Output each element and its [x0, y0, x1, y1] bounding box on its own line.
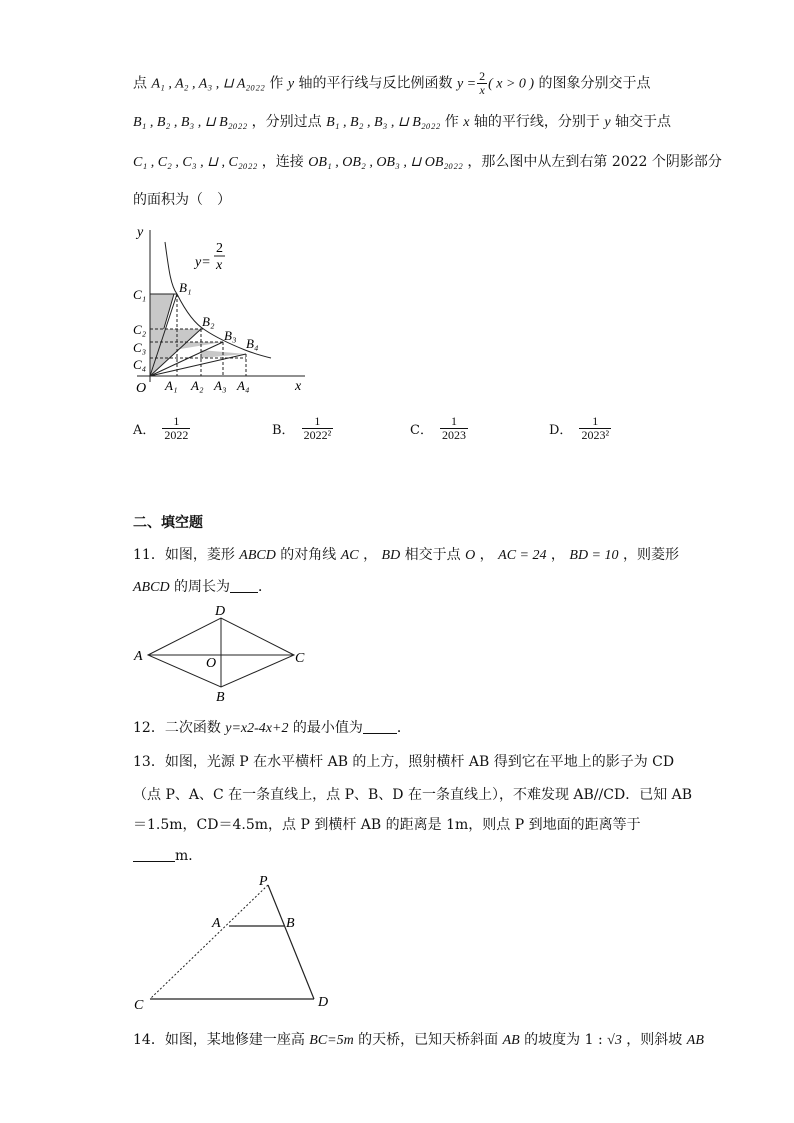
label-a2: A₂: [191, 378, 204, 393]
choice-a[interactable]: [133, 415, 191, 442]
choice-a-label: A．: [133, 423, 156, 438]
q14-ab: AB: [686, 1033, 704, 1048]
label-c1: C₁: [133, 287, 147, 302]
q10-text: 的图象分别交于点: [534, 75, 651, 92]
choice-a-num: 1: [162, 415, 190, 429]
label-a: A: [134, 649, 143, 664]
choice-b-num: 1: [302, 415, 334, 429]
q11-figure: [128, 600, 318, 705]
q12-line: [133, 718, 411, 739]
y-axis-label: y: [137, 225, 144, 240]
label-b3: B₃: [224, 328, 237, 343]
label-a: A: [212, 916, 221, 931]
choice-b-fraction: [302, 415, 334, 442]
q14-ab: AB: [502, 1033, 520, 1048]
choice-b-den: 2022²: [303, 428, 332, 442]
q12-text: 的最小值为: [288, 720, 363, 736]
choice-b-label: B．: [272, 423, 295, 438]
q11-bd: BD: [381, 548, 401, 563]
q10-line-4: [133, 190, 231, 210]
q12-formula: y=x2-4x+2: [225, 721, 289, 736]
label-a3: A₃: [214, 378, 227, 393]
q10-text: 作: [440, 114, 464, 130]
q10-text: ，连接: [257, 154, 309, 170]
q14-text: ，则斜坡: [621, 1032, 687, 1048]
curve-label-lhs: y=: [195, 255, 211, 270]
label-c4: C₄: [133, 357, 147, 372]
q13-line-2: （点 P、A、C 在一条直线上，点 P、B、D 在一条直线上），不难发现 AB//CD．已知 AB: [133, 787, 693, 803]
label-o: O: [206, 656, 217, 671]
q10-text: 轴交于点: [610, 114, 672, 130]
q10-text: ，那么图中从左到右第 2022 个阴影部分: [462, 154, 722, 170]
label-c2: C₂: [133, 322, 147, 337]
q13-line-4: [133, 846, 202, 866]
line-pd: [268, 885, 314, 999]
choice-d-label: D．: [549, 423, 573, 438]
choice-d-fraction: [579, 415, 611, 442]
q11-ac: AC: [340, 548, 359, 563]
q12-text: ．: [396, 720, 411, 736]
q12-answer-blank[interactable]: [363, 719, 397, 734]
q11-text: ，: [358, 547, 382, 563]
label-p: P: [259, 874, 268, 889]
q10-axis-y: y: [287, 76, 295, 92]
q11-abcd: ABCD: [239, 548, 276, 563]
q10-points-b: B₁ , B₂ , B₃ , ⊔ B₂₀₂₂: [326, 115, 441, 130]
choice-a-fraction: [162, 415, 190, 442]
q11-answer-blank[interactable]: [230, 578, 258, 593]
label-b: B: [286, 916, 295, 931]
q10-points-b: B₁ , B₂ , B₃ , ⊔ B₂₀₂₂: [133, 115, 248, 130]
q13-answer-blank[interactable]: [133, 847, 175, 862]
q13-line-1: 13．如图，光源 P 在水平横杆 AB 的上方，照射横杆 AB 得到它在平地上的影子为 CD: [133, 754, 675, 770]
label-d: D: [215, 604, 226, 619]
label-c: C: [295, 651, 305, 666]
curve-label-den: x: [216, 258, 223, 273]
x-axis-label: x: [295, 379, 302, 394]
q10-text: 作: [264, 75, 288, 92]
q10-line-1: [133, 70, 651, 97]
curve-label-num: 2: [216, 241, 223, 256]
q14-text: 的坡度为 1 :: [519, 1032, 608, 1048]
q11-abcd: ABCD: [133, 580, 170, 595]
label-b: B: [216, 690, 225, 705]
label-a1: A₁: [165, 378, 178, 393]
section-title: 二、填空题: [133, 515, 203, 531]
q11-text: ．: [258, 579, 273, 595]
label-c3: C₃: [133, 340, 147, 355]
q14-text: 14．如图，某地修建一座高: [133, 1032, 310, 1048]
q11-o: O: [465, 548, 476, 563]
q10-text: 轴的平行线与反比例函数: [294, 75, 457, 92]
q10-axis-x: x: [463, 115, 470, 130]
label-d: D: [318, 995, 329, 1010]
choice-b[interactable]: [272, 415, 334, 442]
q10-text: 的面积为（ ）: [133, 192, 231, 208]
q14-line-1: [133, 1030, 704, 1051]
q10-func-den: x: [479, 83, 485, 97]
choice-d-den: 2023²: [581, 428, 610, 442]
origin-label: O: [136, 381, 147, 396]
q13-line-3: ＝1.5m，CD＝4.5m，点 P 到横杆 AB 的距离是 1m，则点 P 到地面的距离等于: [133, 817, 641, 833]
q13-text: m．: [175, 848, 203, 864]
label-b2: B₂: [202, 314, 215, 329]
q14-text: 的天桥，已知天桥斜面: [353, 1032, 503, 1048]
choice-c[interactable]: [410, 415, 469, 442]
q13-figure: [128, 868, 338, 1013]
label-c: C: [134, 998, 144, 1013]
q10-func-lhs: y =: [456, 76, 477, 92]
line-pc: [150, 885, 268, 999]
choice-c-den: 2023: [441, 428, 466, 442]
q10-text: 点: [133, 75, 152, 92]
q11-bd-eq: BD = 10: [569, 548, 619, 563]
choice-c-fraction: [440, 415, 468, 442]
choice-c-num: 1: [440, 415, 468, 429]
q10-points-a: A₁ , A₂ , A₃ , ⊔ A₂₀₂₂: [151, 76, 265, 92]
q10-line-3: [133, 152, 722, 173]
q11-text: ，则菱形: [618, 547, 679, 563]
q12-text: 12．二次函数: [133, 720, 226, 736]
q10-func-condition: ( x > 0 ): [488, 76, 535, 92]
q10-func-fraction: [477, 70, 487, 97]
q11-text: 的对角线: [275, 547, 341, 563]
q11-line-2: [133, 577, 272, 598]
q10-text: ，分别过点: [247, 114, 327, 130]
choice-c-label: C．: [410, 423, 433, 438]
q14-sqrt: √3: [607, 1033, 622, 1048]
q10-text: 轴的平行线，分别于: [469, 114, 605, 130]
q11-text: 相交于点: [400, 547, 466, 563]
label-a4: A₄: [237, 378, 250, 393]
label-b4: B₄: [246, 336, 259, 351]
q10-func-num: 2: [479, 69, 486, 83]
label-b1: B₁: [179, 280, 192, 295]
q11-line-1: [133, 545, 679, 566]
choice-d-num: 1: [579, 415, 611, 429]
q10-figure: [125, 222, 315, 397]
choice-a-den: 2022: [164, 428, 189, 442]
q11-text: 11．如图，菱形: [133, 547, 240, 563]
choice-d[interactable]: [549, 415, 612, 442]
q10-segments-ob: OB₁ , OB₂ , OB₃ , ⊔ OB₂₀₂₂: [308, 155, 463, 170]
q14-bc: BC=5m: [309, 1033, 354, 1048]
q10-points-c: C₁ , C₂ , C₃ , ⊔ , C₂₀₂₂: [133, 155, 258, 170]
q10-axis-y: y: [604, 115, 611, 130]
shaded-region-3: [174, 342, 223, 350]
q11-text: 的周长为: [169, 579, 231, 595]
q11-text: ，: [475, 547, 499, 563]
q10-line-2: [133, 112, 671, 133]
q11-text: ，: [546, 547, 570, 563]
q11-ac-eq: AC = 24: [498, 548, 547, 563]
